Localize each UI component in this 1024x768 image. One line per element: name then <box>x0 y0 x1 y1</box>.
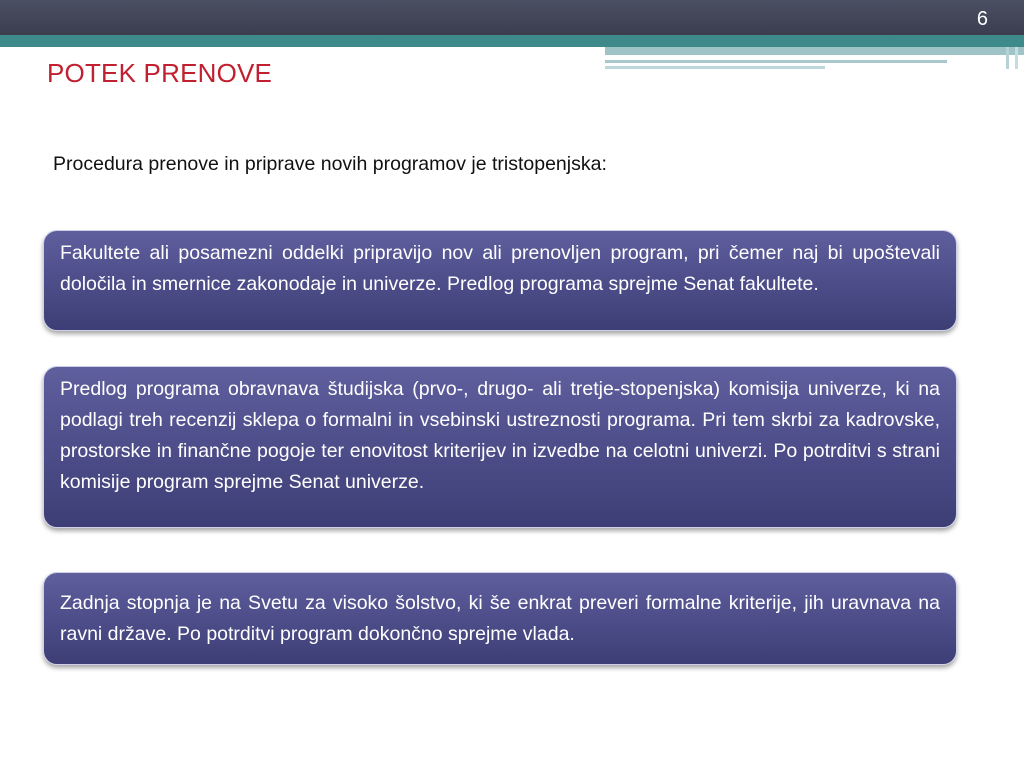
header-accent-line <box>605 66 825 69</box>
header-accent-vertical-line <box>1006 47 1009 69</box>
step-box-2: Predlog programa obravnava študijska (prvo-, drugo- ali tretje-stopenjska) komisija univerze, ki na podlagi treh recenzij sklepa o formalni in vsebinski ustreznosti programa. Pri tem skrbi za kadrovske, prostorske in finančne pogoje ter enovitost kriterijev in izvedbe na celotni univerzi. Po potrditvi s strani komisije program sprejme Senat univerze. <box>43 366 957 528</box>
step-box-3: Zadnja stopnja je na Svetu za visoko šolstvo, ki še enkrat preveri formalne kriterije, jih uravnava na ravni države. Po potrditvi program dokončno sprejme vlada. <box>43 572 957 665</box>
slide-number: 6 <box>976 8 988 30</box>
header-accent-band <box>0 35 1024 47</box>
header-accent-line <box>605 47 1024 55</box>
intro-text: Procedura prenove in priprave novih programov je tristopenjska: <box>53 153 607 175</box>
header-bar <box>0 0 1024 35</box>
header-accent-line <box>605 60 947 63</box>
slide-title: POTEK PRENOVE <box>47 58 273 88</box>
header-accent-vertical-line <box>1015 47 1018 69</box>
step-box-1: Fakultete ali posamezni oddelki pripravijo nov ali prenovljen program, pri čemer naj bi upoštevali določila in smernice zakonodaje in univerze. Predlog programa sprejme Senat fakultete. <box>43 230 957 331</box>
